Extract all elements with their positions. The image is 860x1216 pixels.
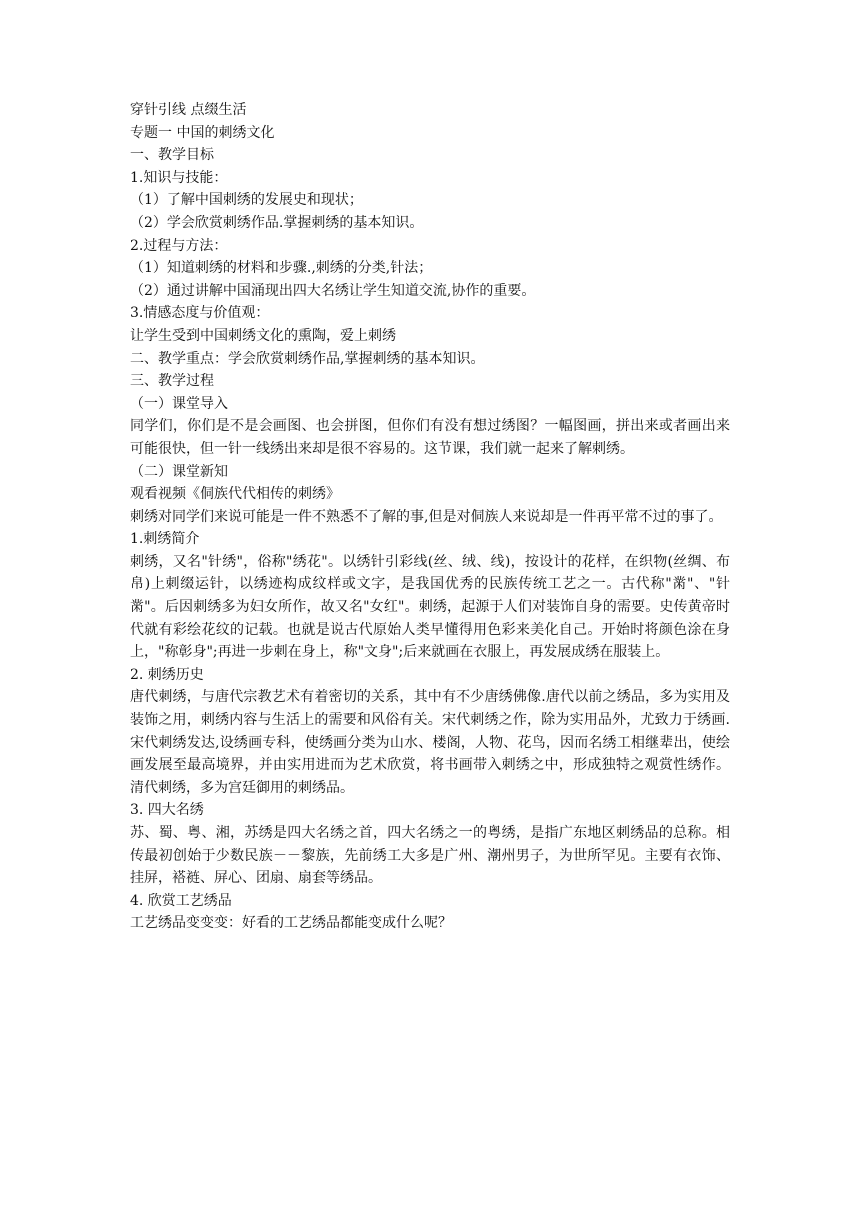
introduction-paragraph: 同学们，你们是不是会画图、也会拼图，但你们有没有想过绣图？一幅图画，拼出来或者画出来可能很快，但一针一线绣出来却是很不容易的。这节课，我们就一起来了解刺绣。	[130, 418, 730, 457]
goal-process-item-2: （2）通过讲解中国涌现出四大名绣让学生知道交流,协作的重要。	[130, 282, 536, 299]
heading-embroidery-intro: 1.刺绣简介	[130, 531, 200, 548]
goal-knowledge-skills: 1.知识与技能：	[130, 169, 228, 186]
section-teaching-process: 三、教学过程	[130, 373, 214, 390]
section-key-points: 二、教学重点：学会欣赏刺绣作品,掌握刺绣的基本知识。	[130, 350, 485, 367]
subsection-new-knowledge: （二）课堂新知	[130, 463, 228, 480]
subsection-introduction: （一）课堂导入	[130, 395, 228, 412]
goal-emotion-item-1: 让学生受到中国刺绣文化的熏陶，爱上刺绣	[130, 327, 396, 344]
section-teaching-goals: 一、教学目标	[130, 147, 214, 164]
appreciation-line: 工艺绣品变变变：好看的工艺绣品都能变成什么呢？	[130, 915, 452, 932]
document-body	[130, 99, 730, 935]
four-embroideries-paragraph: 苏、蜀、粤、湘，苏绣是四大名绣之首，四大名绣之一的粤绣，是指广东地区刺绣品的总称。相传最初创始于少数民族－－黎族，先前绣工大多是广州、潮州男子，为世所罕见。主要有衣饰、挂屏，褡裢、屏心、团扇、扇套等绣品。	[130, 825, 730, 887]
intro-dong-paragraph: 刺绣对同学们来说可能是一件不熟悉不了解的事,但是对侗族人来说却是一件再平常不过的事了。	[130, 508, 723, 525]
heading-four-embroideries: 3. 四大名绣	[130, 802, 204, 819]
embroidery-intro-paragraph: 刺绣，又名"针绣"，俗称"绣花"。以绣针引彩线(丝、绒、线)，按设计的花样，在织物(丝绸、布帛)上刺缀运针，以绣迹构成纹样或文字，是我国优秀的民族传统工艺之一。古代称"黹"、"针黹"。后因刺绣多为妇女所作，故又名"女红"。刺绣，起源于人们对装饰自身的需要。史传黄帝时代就有彩绘花纹的记载。也就是说古代原始人类早懂得用色彩来美化自己。开始时将颜色涂在身上，"称彰身";再进一步刺在身上，称"文身";后来就画在衣服上，再发展成绣在服装上。	[130, 553, 730, 661]
doc-title: 穿针引线 点缀生活	[130, 102, 247, 118]
goal-emotion-values: 3.情感态度与价值观：	[130, 305, 270, 322]
embroidery-history-paragraph: 唐代刺绣，与唐代宗教艺术有着密切的关系，其中有不少唐绣佛像.唐代以前之绣品，多为实用及装饰之用，刺绣内容与生活上的需要和风俗有关。宋代刺绣之作，除为实用品外，尤致力于绣画.宋代刺绣发达,设绣画专科，使绣画分类为山水、楼阁，人物、花鸟，因而名绣工相继辈出，使绘画发展至最高境界，并由实用进而为艺术欣赏，将书画带入刺绣之中，形成独特之观赏性绣作。清代刺绣，多为宫廷御用的刺绣品。	[130, 689, 730, 796]
goal-process-item-1: （1）知道刺绣的材料和步骤.,刺绣的分类,针法；	[130, 260, 433, 277]
topic-heading: 专题一 中国的刺绣文化	[130, 124, 275, 141]
goal-knowledge-item-1: （1）了解中国刺绣的发展史和现状；	[130, 192, 363, 209]
heading-embroidery-history: 2. 刺绣历史	[130, 666, 204, 683]
goal-knowledge-item-2: （2）学会欣赏刺绣作品.掌握刺绣的基本知识。	[130, 214, 424, 231]
video-line: 观看视频《侗族代代相传的刺绣》	[130, 486, 340, 503]
heading-appreciation: 4. 欣赏工艺绣品	[130, 892, 232, 909]
goal-process-methods: 2.过程与方法：	[130, 237, 228, 254]
